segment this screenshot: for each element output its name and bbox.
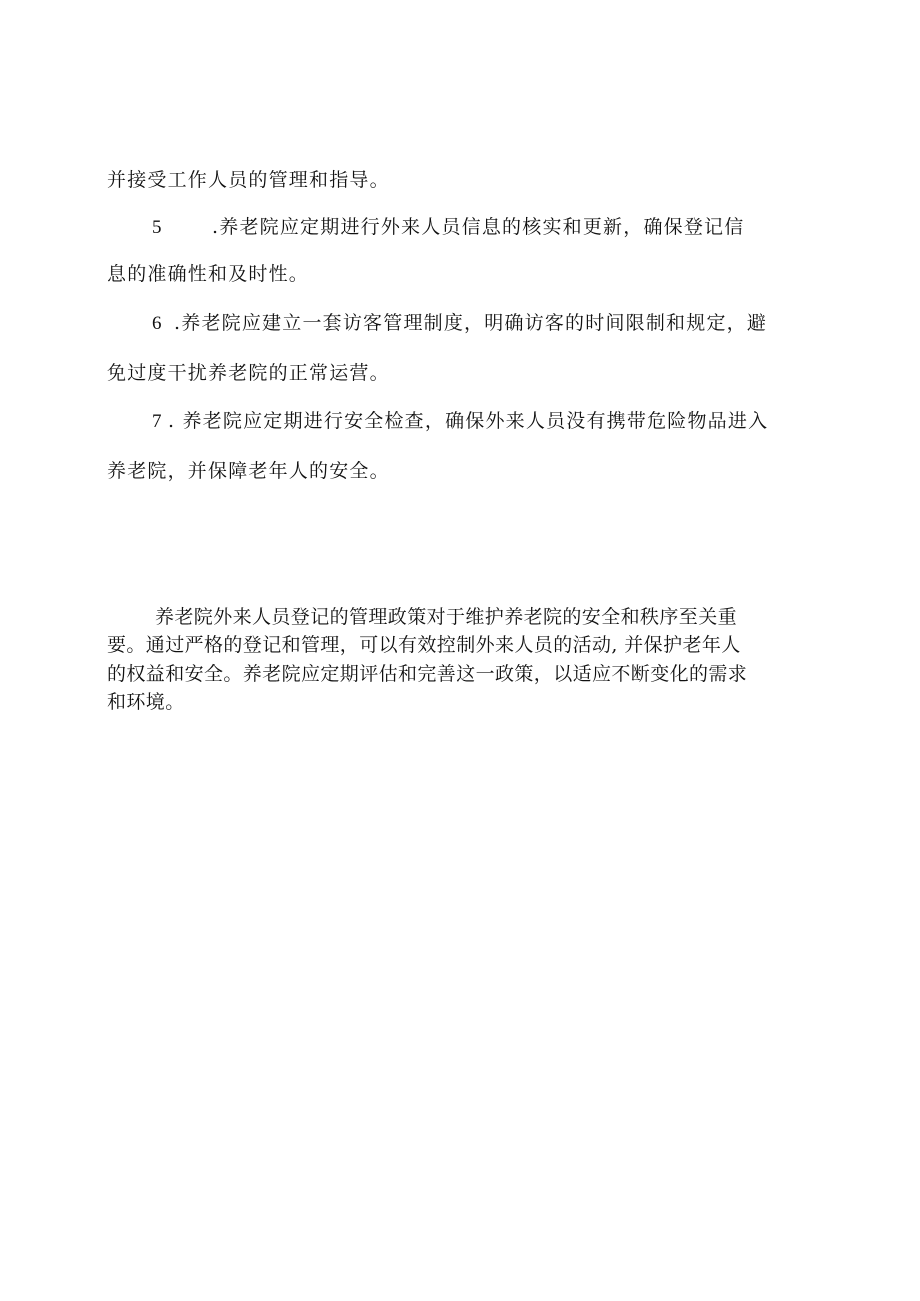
item-number: 5	[152, 217, 163, 238]
continuation-line: 并接受工作人员的管理和指导。	[107, 169, 390, 191]
item-text: .养老院应定期进行外来人员信息的核实和更新，确保登记信	[212, 216, 745, 238]
item-text: .养老院应建立一套访客管理制度，明确访客的时间限制和规定，避	[174, 312, 768, 334]
list-item-5-line1	[152, 215, 744, 240]
summary-line: 要。通过严格的登记和管理，可以有效控制外来人员的活动, 并保护老年人	[107, 634, 741, 656]
list-item-7-line2: 养老院，并保障老年人的安全。	[107, 460, 390, 482]
item-number: 7	[152, 411, 163, 432]
summary-line: 养老院外来人员登记的管理政策对于维护养老院的安全和秩序至关重	[155, 606, 738, 628]
summary-line: 和环境。	[107, 691, 185, 713]
list-item-6-line1	[152, 311, 767, 336]
item-number: 6	[152, 313, 163, 334]
item-text: . 养老院应定期进行安全检查，确保外来人员没有携带危险物品进入	[168, 410, 769, 432]
list-item-5-line2: 息的准确性和及时性。	[107, 263, 310, 285]
summary-line: 的权益和安全。养老院应定期评估和完善这一政策，以适应不断变化的需求	[107, 663, 748, 685]
list-item-7-line1	[152, 409, 768, 434]
list-item-6-line2: 免过度干扰养老院的正常运营。	[107, 362, 390, 384]
